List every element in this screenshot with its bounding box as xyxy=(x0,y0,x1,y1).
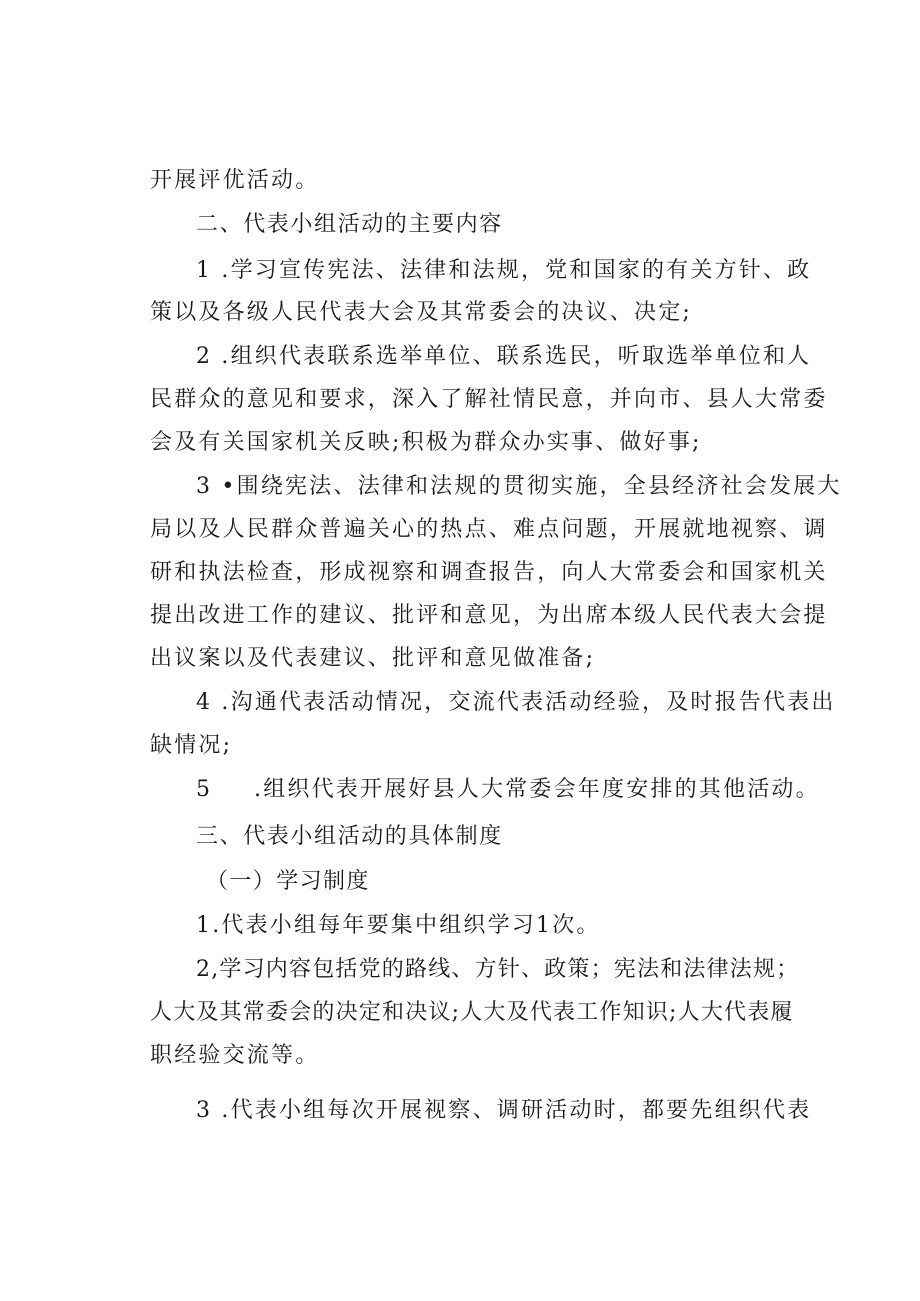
paragraph-line: 策以及各级人民代表大会及其常委会的决议、决定; xyxy=(150,300,693,325)
paragraph-line: 提出改进工作的建议、批评和意见，为出席本级人民代表大会提 xyxy=(150,603,828,628)
paragraph-line: 局以及人民群众普遍关心的热点、难点问题，开展就地视察、调 xyxy=(150,517,828,542)
section-heading-3: 三、代表小组活动的具体制度 xyxy=(196,824,503,849)
paragraph-line: 4 .沟通代表活动情况，交流代表活动经验，及时报告代表出 xyxy=(196,690,836,715)
paragraph-line: 民群众的意见和要求，深入了解社情民意，并向市、县人大常委 xyxy=(150,387,828,412)
item-number: 5 xyxy=(196,777,210,802)
paragraph-line: 出议案以及代表建议、批评和意见做准备; xyxy=(150,646,596,671)
paragraph-line: 缺情况; xyxy=(150,733,233,758)
paragraph-line: 2 .组织代表联系选举单位、联系选民，听取选举单位和人 xyxy=(196,344,812,369)
paragraph-line: 2,学习内容包括党的路线、方针、政策；宪法和法律法规； xyxy=(196,957,800,982)
carryover-text: 开展评优活动。 xyxy=(150,168,320,193)
paragraph-line: 研和执法检查，形成视察和调查报告，向人大常委会和国家机关 xyxy=(150,560,828,585)
paragraph-line: 会及有关国家机关反映;积极为群众办实事、做好事; xyxy=(150,430,702,455)
item-text: .组织代表开展好县人大常委会年度安排的其他活动。 xyxy=(254,777,820,802)
paragraph-line: 1.代表小组每年要集中组织学习1次。 xyxy=(196,913,601,938)
paragraph-line: 人大及其常委会的决定和决议;人大及代表工作知识;人大代表履 xyxy=(150,1000,794,1025)
section-heading-2: 二、代表小组活动的主要内容 xyxy=(196,212,503,237)
paragraph-line: 3 •围绕宪法、法律和法规的贯彻实施，全县经济社会发展大 xyxy=(196,474,842,499)
subsection-heading: （一）学习制度 xyxy=(206,869,370,894)
paragraph-line: 3 .代表小组每次开展视察、调研活动时，都要先组织代表 xyxy=(196,1098,812,1123)
paragraph-line: 职经验交流等。 xyxy=(150,1043,320,1068)
paragraph-line: 1 .学习宣传宪法、法律和法规，党和国家的有关方针、政 xyxy=(196,258,812,283)
paragraph-line xyxy=(196,775,856,805)
